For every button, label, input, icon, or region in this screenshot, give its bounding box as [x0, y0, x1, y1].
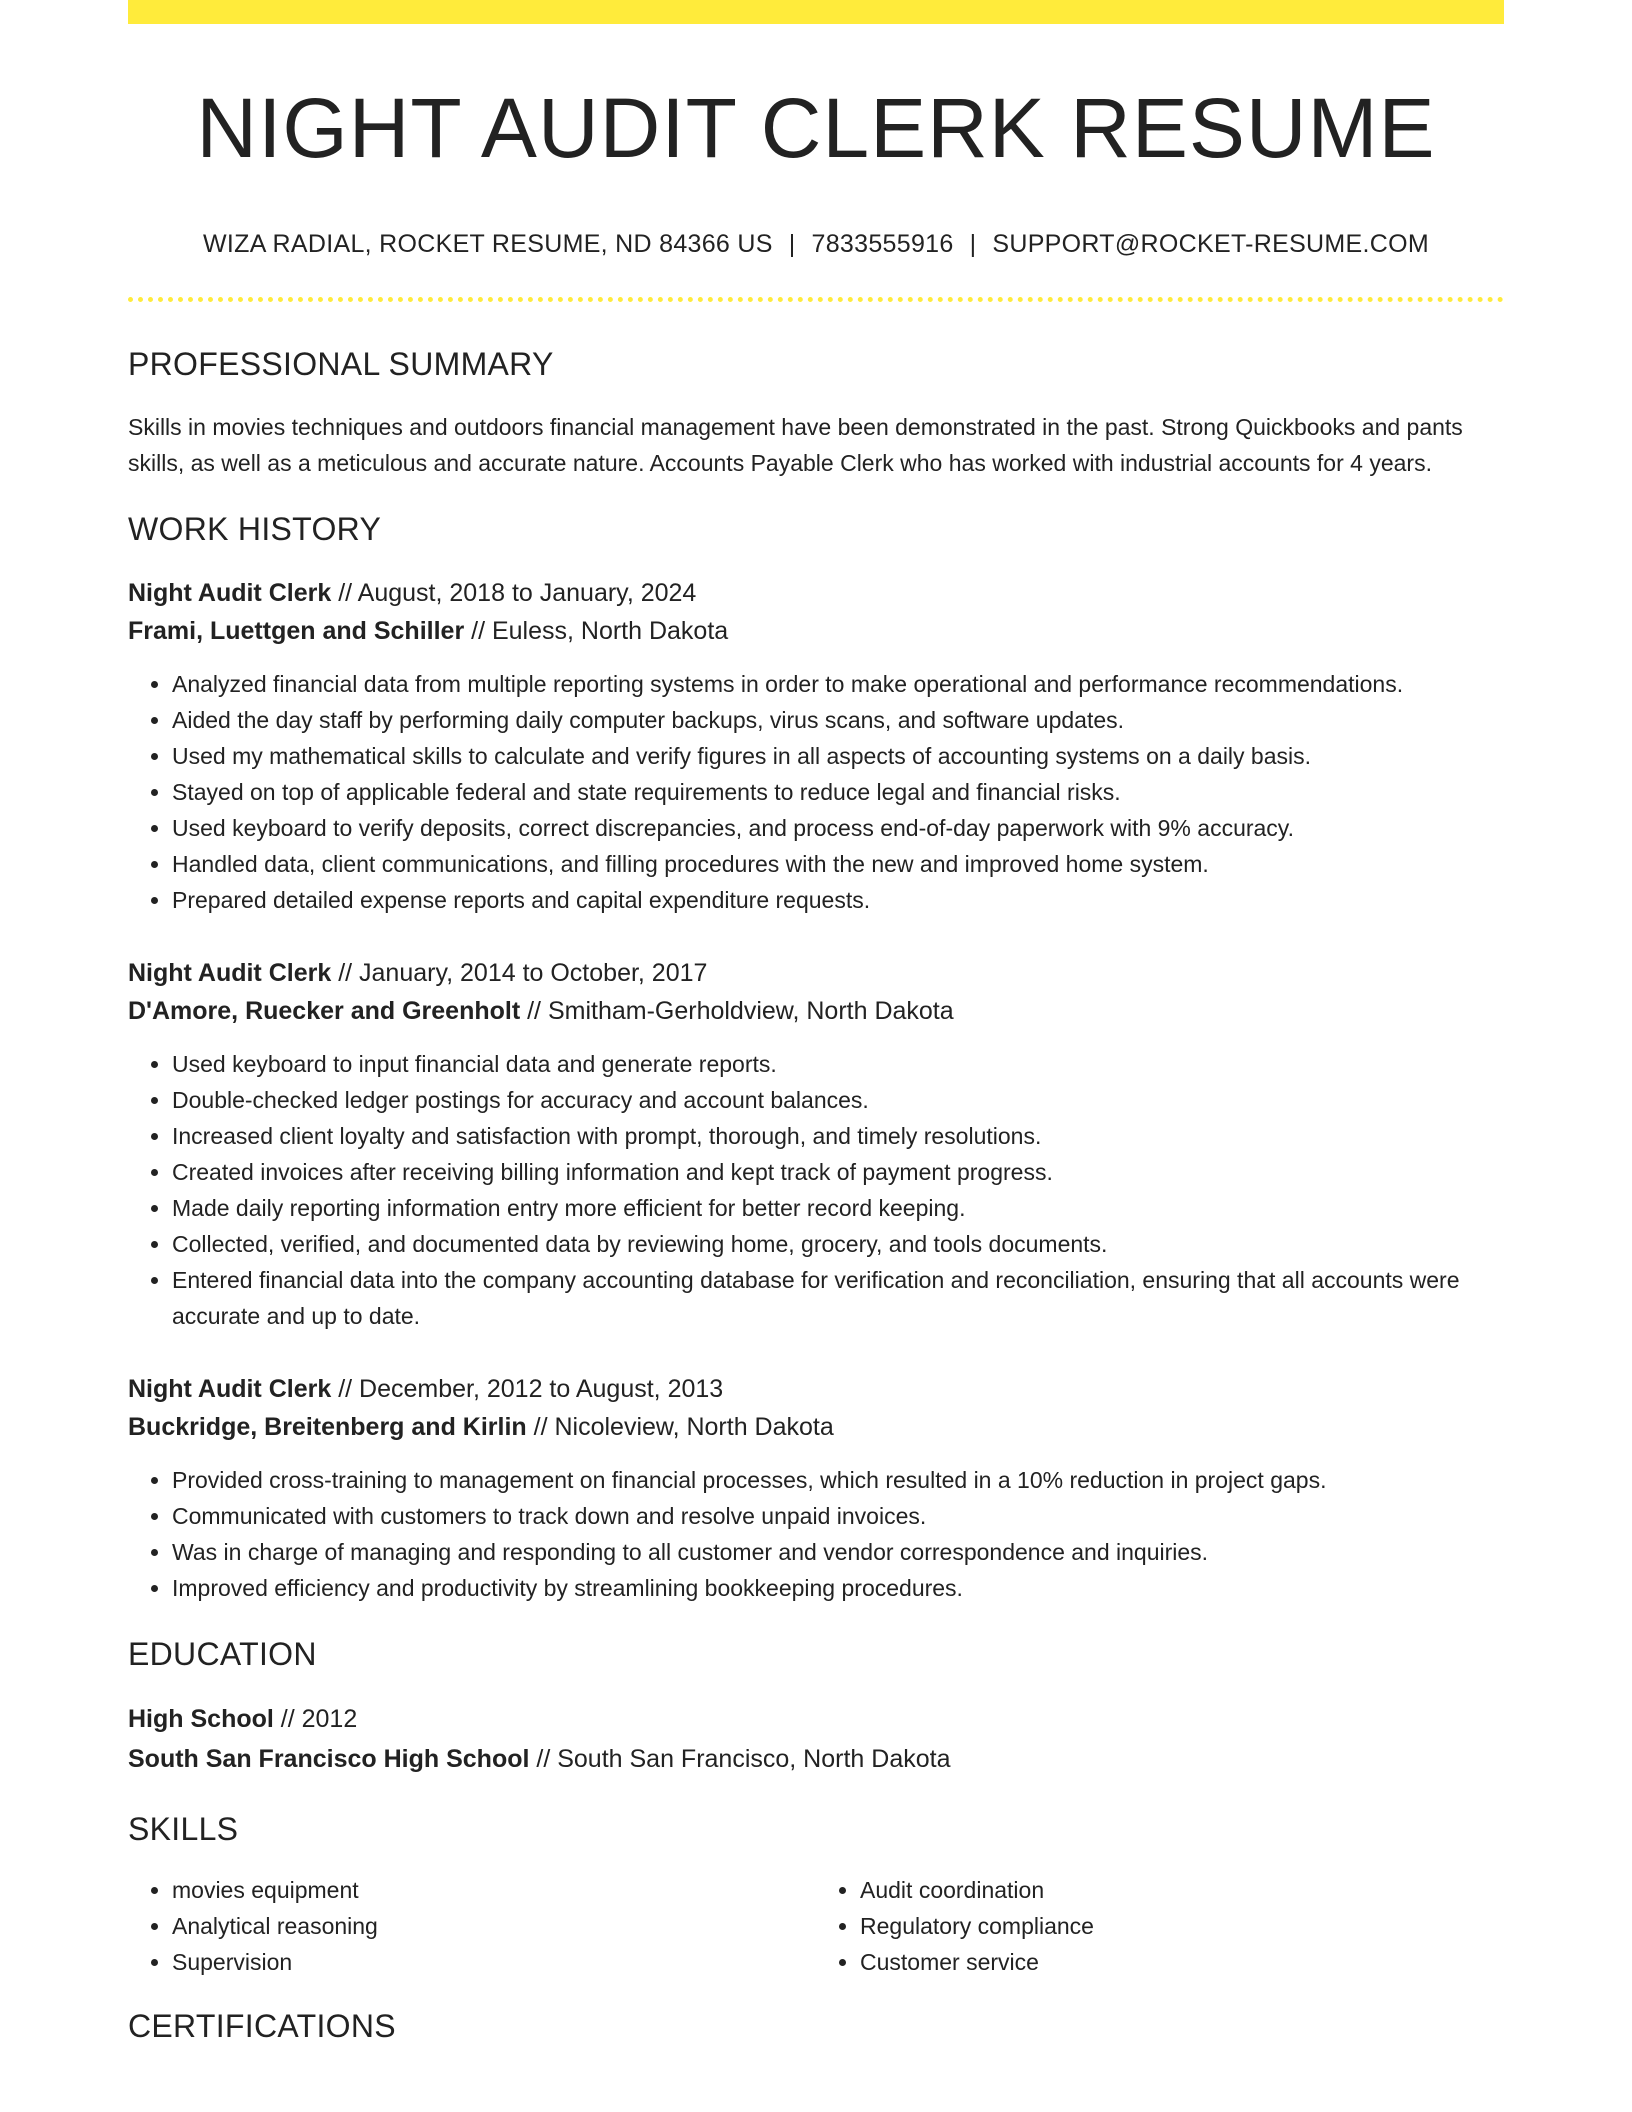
contact-separator: | — [969, 230, 977, 259]
job-title: Night Audit Clerk — [128, 959, 332, 988]
education-location: // South San Francisco, North Dakota — [529, 1745, 951, 1774]
contact-separator: | — [788, 230, 796, 259]
contact-phone: 7833555916 — [811, 230, 954, 259]
job-bullet: • Increased client loyalty and satisfaction with prompt, thorough, and timely resolutions. — [172, 1118, 1504, 1154]
resume-title: NIGHT AUDIT CLERK RESUME — [196, 81, 1436, 175]
job-location: // Euless, North Dakota — [464, 617, 729, 646]
job-bullet: • Communicated with customers to track down and resolve unpaid invoices. — [172, 1498, 1504, 1534]
job-bullet: • Analyzed financial data from multiple reporting systems in order to make operational and performance recommendations. — [172, 666, 1504, 702]
job-dates: // August, 2018 to January, 2024 — [331, 579, 697, 608]
job-title: Night Audit Clerk — [128, 579, 332, 608]
skill-item: • Supervision — [172, 1944, 816, 1980]
job-bullet: • Used keyboard to input financial data and generate reports. — [172, 1046, 1504, 1082]
job-entry — [128, 954, 1504, 1334]
work-history-heading: WORK HISTORY — [128, 511, 382, 548]
job-company: Frami, Luettgen and Schiller — [128, 617, 465, 646]
job-bullet: • Stayed on top of applicable federal and state requirements to reduce legal and financial risks. — [172, 774, 1504, 810]
summary-text: Skills in movies techniques and outdoors financial management have been demonstrated in the past. Strong Quickbooks and pants skills, as well as a meticulous and accurate nature. Accounts Payable Clerk who has worked with industrial accounts for 4 years. — [128, 414, 1463, 477]
job-company-line — [128, 612, 1504, 650]
skill-item: • Analytical reasoning — [172, 1908, 816, 1944]
resume-page — [128, 0, 1504, 2045]
job-company: Buckridge, Breitenberg and Kirlin — [128, 1413, 527, 1442]
job-company: D'Amore, Ruecker and Greenholt — [128, 997, 521, 1026]
job-company-line — [128, 1408, 1504, 1446]
top-accent-bar — [128, 0, 1504, 24]
job-bullet: • Used keyboard to verify deposits, correct discrepancies, and process end-of-day paperwork with 9% accuracy. — [172, 810, 1504, 846]
skill-item: • Audit coordination — [860, 1872, 1504, 1908]
job-dates: // January, 2014 to October, 2017 — [331, 959, 708, 988]
job-company-line — [128, 992, 1504, 1030]
job-bullet: • Entered financial data into the company accounting database for verification and reconciliation, ensuring that all accounts were accurate and up to date. — [172, 1262, 1504, 1334]
dotted-divider — [128, 297, 1504, 302]
skills-grid — [128, 1872, 1504, 1980]
education-year: // 2012 — [273, 1705, 358, 1734]
job-bullet: • Used my mathematical skills to calculate and verify figures in all aspects of accounting systems on a daily basis. — [172, 738, 1504, 774]
contact-address: WIZA RADIAL, ROCKET RESUME, ND 84366 US — [202, 230, 773, 259]
job-bullet: • Aided the day staff by performing daily computer backups, virus scans, and software updates. — [172, 702, 1504, 738]
job-location: // Nicoleview, North Dakota — [526, 1413, 834, 1442]
education-entry — [128, 1699, 1504, 1779]
job-entry — [128, 1370, 1504, 1606]
contact-email: SUPPORT@ROCKET-RESUME.COM — [992, 230, 1429, 259]
skill-item: • movies equipment — [172, 1872, 816, 1908]
job-title-line — [128, 574, 1504, 612]
job-entry — [128, 574, 1504, 918]
skills-heading: SKILLS — [128, 1811, 239, 1848]
job-title: Night Audit Clerk — [128, 1375, 332, 1404]
job-bullet: • Double-checked ledger postings for accuracy and account balances. — [172, 1082, 1504, 1118]
education-school-line — [128, 1739, 1504, 1779]
job-bullets — [128, 666, 1504, 918]
skills-column-left — [128, 1872, 816, 1980]
job-bullet: • Improved efficiency and productivity by streamlining bookkeeping procedures. — [172, 1570, 1504, 1606]
job-bullet: • Handled data, client communications, and filling procedures with the new and improved home system. — [172, 846, 1504, 882]
job-bullet: • Collected, verified, and documented data by reviewing home, grocery, and tools documents. — [172, 1226, 1504, 1262]
education-degree: High School — [128, 1705, 274, 1734]
job-bullet: • Provided cross-training to management on financial processes, which resulted in a 10% reduction in project gaps. — [172, 1462, 1504, 1498]
education-degree-line — [128, 1699, 1504, 1739]
skill-item: • Regulatory compliance — [860, 1908, 1504, 1944]
job-bullet: • Made daily reporting information entry more efficient for better record keeping. — [172, 1190, 1504, 1226]
contact-line — [128, 230, 1504, 259]
job-title-line — [128, 1370, 1504, 1408]
job-bullet: • Was in charge of managing and responding to all customer and vendor correspondence and inquiries. — [172, 1534, 1504, 1570]
skill-item: • Customer service — [860, 1944, 1504, 1980]
job-bullets — [128, 1462, 1504, 1606]
job-bullets — [128, 1046, 1504, 1334]
job-bullet: • Prepared detailed expense reports and capital expenditure requests. — [172, 882, 1504, 918]
job-dates: // December, 2012 to August, 2013 — [331, 1375, 724, 1404]
certifications-heading: CERTIFICATIONS — [128, 2008, 396, 2045]
job-location: // Smitham-Gerholdview, North Dakota — [520, 997, 954, 1026]
education-heading: EDUCATION — [128, 1636, 317, 1673]
job-title-line — [128, 954, 1504, 992]
skills-column-right — [816, 1872, 1504, 1980]
summary-heading: PROFESSIONAL SUMMARY — [128, 346, 554, 383]
job-bullet: • Created invoices after receiving billing information and kept track of payment progress. — [172, 1154, 1504, 1190]
education-school: South San Francisco High School — [128, 1745, 530, 1774]
